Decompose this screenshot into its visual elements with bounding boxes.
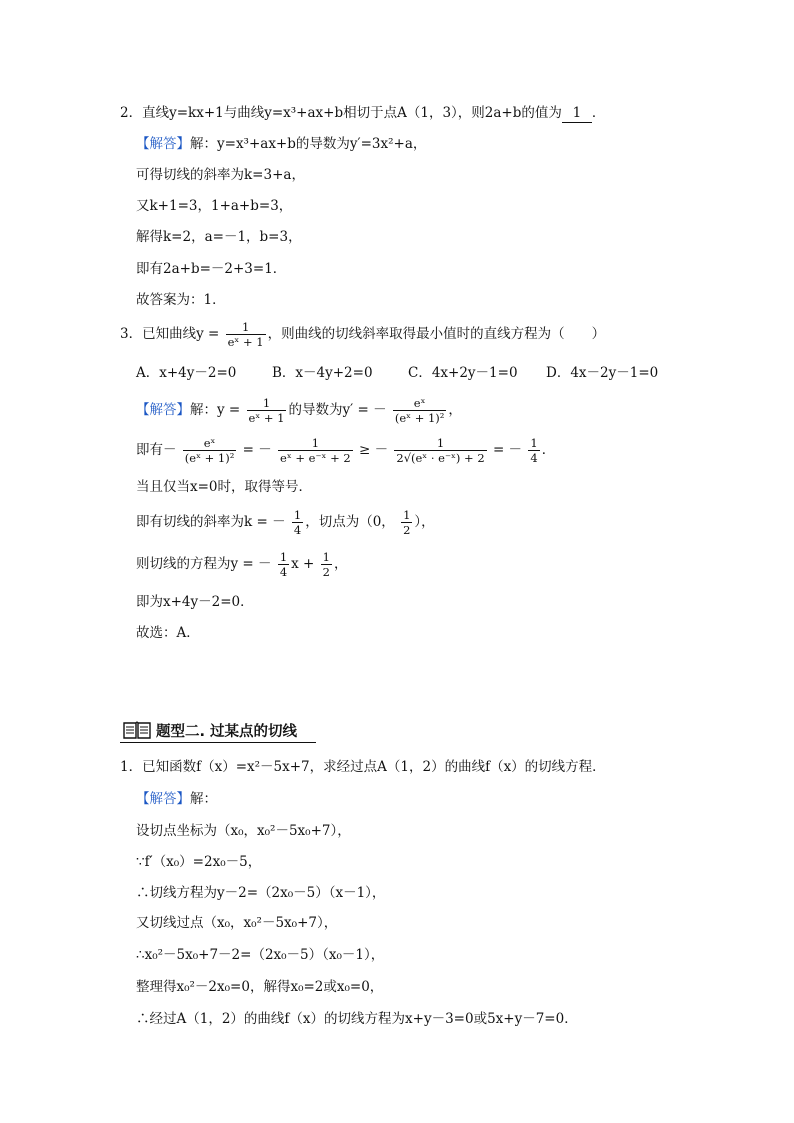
q2-solution-line-2: 可得切线的斜率为k=3+a， bbox=[136, 167, 305, 183]
answer-tag: 【解答】 bbox=[136, 402, 190, 418]
q1-solution-line-3: ∴切线方程为y－2=（2x₀－5）（x－1）， bbox=[136, 885, 386, 901]
fraction: $\frac{\text{eˣ}}{\text{(eˣ + 1)²}}$ bbox=[394, 395, 445, 425]
q3-option-d: D．4x－2y－1=0 bbox=[546, 365, 659, 381]
fraction: $\frac{1}{4}$ bbox=[279, 549, 288, 579]
fraction: $\frac{1}{2}$ bbox=[322, 549, 330, 579]
q1-solution-line-0: 【解答】解： bbox=[136, 791, 217, 807]
q3-solution-line-2: 即有－ $\frac{\text{eˣ}}{\text{(eˣ + 1)²}}$ = － $\frac{1}{\text{eˣ + e⁻ˣ + 2}}$ ≥ － $\frac{1}{\text{2√(eˣ · e⁻ˣ) + 2}}$ = － $\frac{1}{4}$ ． bbox=[136, 435, 556, 465]
fraction: $\frac{1}{\text{eˣ + 1}}$ bbox=[227, 319, 264, 349]
fraction: $\frac{1}{4}$ bbox=[530, 435, 538, 465]
q1-solution-line-2: ∵f′（x₀）=2x₀－5， bbox=[136, 854, 262, 870]
q2-solution-line-4: 解得k=2，a=－1，b=3， bbox=[136, 229, 302, 245]
answer-tag: 【解答】 bbox=[136, 791, 190, 807]
book-icon bbox=[122, 720, 152, 744]
q2-stem: 2．直线y=kx+1与曲线y=x³+ax+b相切于点A（1，3），则2a+b的值为 1 ． bbox=[120, 105, 606, 121]
fraction: $\frac{1}{\text{eˣ + 1}}$ bbox=[248, 395, 285, 425]
q1-solution-line-1: 设切点坐标为（x₀，x₀²－5x₀+7）， bbox=[136, 823, 351, 839]
q3-solution-line-1: 【解答】解：y = $\frac{1}{\text{eˣ + 1}}$ 的导数为y′ = － $\frac{\text{eˣ}}{\text{(eˣ + 1)²}}$ ， bbox=[136, 395, 462, 425]
q3-option-b: B．x－4y+2=0 bbox=[272, 365, 373, 381]
fraction: $\frac{1}{4}$ bbox=[293, 507, 302, 537]
q3-solution-line-7: 故选：A． bbox=[136, 625, 200, 641]
q3-option-a: A．x+4y－2=0 bbox=[136, 365, 237, 381]
section-title: 题型二. 过某点的切线 bbox=[156, 724, 298, 740]
q1-solution-line-7: ∴经过A（1，2）的曲线f（x）的切线方程为x+y－3=0或5x+y－7=0． bbox=[136, 1011, 578, 1027]
fraction: $\frac{1}{2}$ bbox=[403, 507, 411, 537]
q1-solution-line-4: 又切线过点（x₀，x₀²－5x₀+7）， bbox=[136, 915, 338, 931]
q3-solution-line-3: 当且仅当x=0时，取得等号． bbox=[136, 479, 313, 495]
q3-solution-line-5: 则切线的方程为y = － $\frac{1}{4}$ x + $\frac{1}{2}$ ， bbox=[136, 549, 348, 579]
fraction: $\frac{1}{\text{2√(eˣ · e⁻ˣ) + 2}}$ bbox=[396, 435, 485, 465]
q2-solution-line-6: 故答案为：1． bbox=[136, 292, 226, 308]
q2-solution-line-3: 又k+1=3，1+a+b=3， bbox=[136, 198, 293, 214]
q2-solution-line-1: 【解答】解：y=x³+ax+b的导数为y′=3x²+a， bbox=[136, 136, 427, 152]
fraction: $\frac{1}{\text{eˣ + e⁻ˣ + 2}}$ bbox=[280, 435, 351, 465]
fraction: $\frac{\text{eˣ}}{\text{(eˣ + 1)²}}$ bbox=[184, 435, 235, 465]
q2-solution-line-5: 即有2a+b=－2+3=1． bbox=[136, 261, 287, 277]
q3-option-c: C．4x+2y－1=0 bbox=[408, 365, 518, 381]
q3-stem: 3．已知曲线y = $\frac{1}{\text{eˣ + 1}}$ ，则曲线的切线斜率取得最小值时的直线方程为（ ） bbox=[120, 319, 606, 349]
q1-stem: 1．已知函数f（x）=x²－5x+7，求经过点A（1，2）的曲线f（x）的切线方程． bbox=[120, 759, 606, 775]
q1-solution-line-6: 整理得x₀²－2x₀=0，解得x₀=2或x₀=0， bbox=[136, 979, 384, 995]
q1-solution-line-5: ∴x₀²－5x₀+7－2=（2x₀－5）（x₀－1）， bbox=[136, 947, 385, 963]
answer-tag: 【解答】 bbox=[136, 136, 190, 152]
section-heading bbox=[120, 718, 316, 743]
q3-solution-line-6: 即为x+4y－2=0． bbox=[136, 594, 254, 610]
q3-solution-line-4: 即有切线的斜率为k = － $\frac{1}{4}$ ，切点为（0， $\frac{1}{2}$ ）， bbox=[136, 507, 435, 537]
q2-answer-blank: 1 bbox=[562, 104, 592, 123]
